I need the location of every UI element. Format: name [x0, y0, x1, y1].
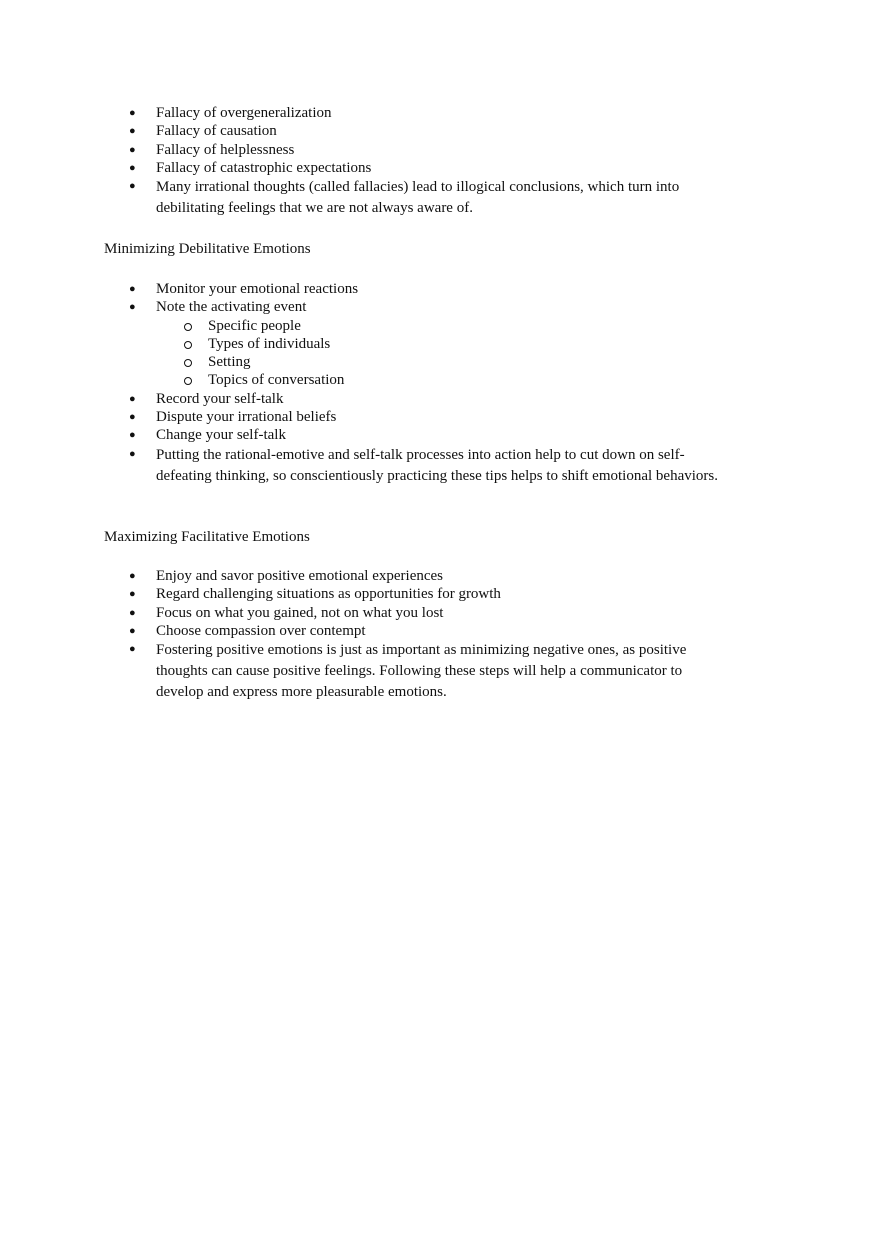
list-item-text: Fallacy of overgeneralization	[156, 105, 332, 121]
list-item-text: Many irrational thoughts (called fallacies) lead to illogical conclusions, which turn into debilitating feelings that we are not always aware of.	[156, 179, 680, 217]
bullet-icon: ●	[129, 107, 136, 119]
circle-bullet-icon	[184, 341, 192, 349]
bullet-icon: ●	[129, 283, 136, 295]
bullet-icon: ●	[129, 161, 136, 174]
activating-event-sublist	[156, 317, 722, 390]
list-item-text: Focus on what you gained, not on what you lost	[156, 604, 444, 621]
sub-list-item	[156, 371, 722, 389]
list-item	[0, 622, 722, 640]
bullet-icon: ●	[129, 411, 136, 424]
list-item-text: Fallacy of causation	[156, 123, 277, 140]
circle-bullet-icon	[184, 377, 192, 385]
list-item-text: Fostering positive emotions is just as important as minimizing negative ones, as positive thoughts can cause positive feelings. Following these steps will help a communicator to develop and express more pleasurable emotions.	[156, 642, 687, 701]
list-item-text: Monitor your emotional reactions	[156, 281, 359, 297]
bullet-icon: ●	[129, 301, 136, 314]
list-item	[0, 122, 722, 140]
section-heading-minimizing: Minimizing Debilitative Emotions	[104, 241, 311, 257]
bullet-icon: ●	[129, 180, 136, 193]
bullet-icon: ●	[129, 643, 136, 656]
maximizing-list	[0, 567, 880, 703]
list-item	[0, 567, 722, 585]
section-heading-maximizing: Maximizing Facilitative Emotions	[104, 529, 310, 545]
list-item	[0, 159, 722, 177]
list-item-text: Fallacy of catastrophic expectations	[156, 159, 372, 176]
list-item	[0, 640, 722, 703]
list-item	[0, 585, 722, 603]
list-item	[0, 177, 722, 219]
bullet-icon: ●	[129, 143, 136, 156]
sub-list-item-text: Setting	[208, 354, 251, 371]
list-item-text: Regard challenging situations as opportunities for growth	[156, 586, 501, 603]
sub-list-item	[156, 335, 722, 353]
sub-list-item-text: Topics of conversation	[208, 372, 345, 389]
list-item-text: Enjoy and savor positive emotional experiences	[156, 568, 443, 584]
list-item	[0, 445, 722, 487]
bullet-icon: ●	[129, 624, 136, 637]
sub-list-item	[156, 317, 722, 335]
list-item-text: Fallacy of helplessness	[156, 141, 295, 158]
list-item-text: Record your self-talk	[156, 390, 284, 407]
bullet-icon: ●	[129, 570, 136, 582]
bullet-icon: ●	[129, 447, 136, 460]
bullet-icon: ●	[129, 606, 136, 619]
fallacies-list	[0, 104, 880, 219]
list-item-text: Putting the rational-emotive and self-talk processes into action help to cut down on self-defeating thinking, so conscientiously practicing these tips helps to shift emotional behaviors.	[156, 446, 718, 484]
bullet-icon: ●	[129, 588, 136, 601]
list-item	[0, 408, 722, 426]
bullet-icon: ●	[129, 392, 136, 405]
sub-list-item-text: Specific people	[208, 317, 301, 334]
list-item	[0, 604, 722, 622]
sub-list-item-text: Types of individuals	[208, 335, 331, 352]
bullet-icon: ●	[129, 429, 136, 442]
list-item-text: Change your self-talk	[156, 427, 286, 444]
list-item	[0, 426, 722, 444]
list-item	[0, 141, 722, 159]
list-item-text: Choose compassion over contempt	[156, 622, 366, 639]
sub-list-item	[156, 353, 722, 371]
list-item	[0, 390, 722, 408]
list-item	[0, 298, 722, 389]
list-item-text: Note the activating event	[156, 299, 307, 316]
list-item-text: Dispute your irrational beliefs	[156, 409, 337, 426]
circle-bullet-icon	[184, 323, 192, 331]
minimizing-list	[0, 280, 880, 487]
list-item	[0, 280, 722, 298]
circle-bullet-icon	[184, 359, 192, 367]
list-item	[0, 104, 722, 122]
bullet-icon: ●	[129, 125, 136, 138]
